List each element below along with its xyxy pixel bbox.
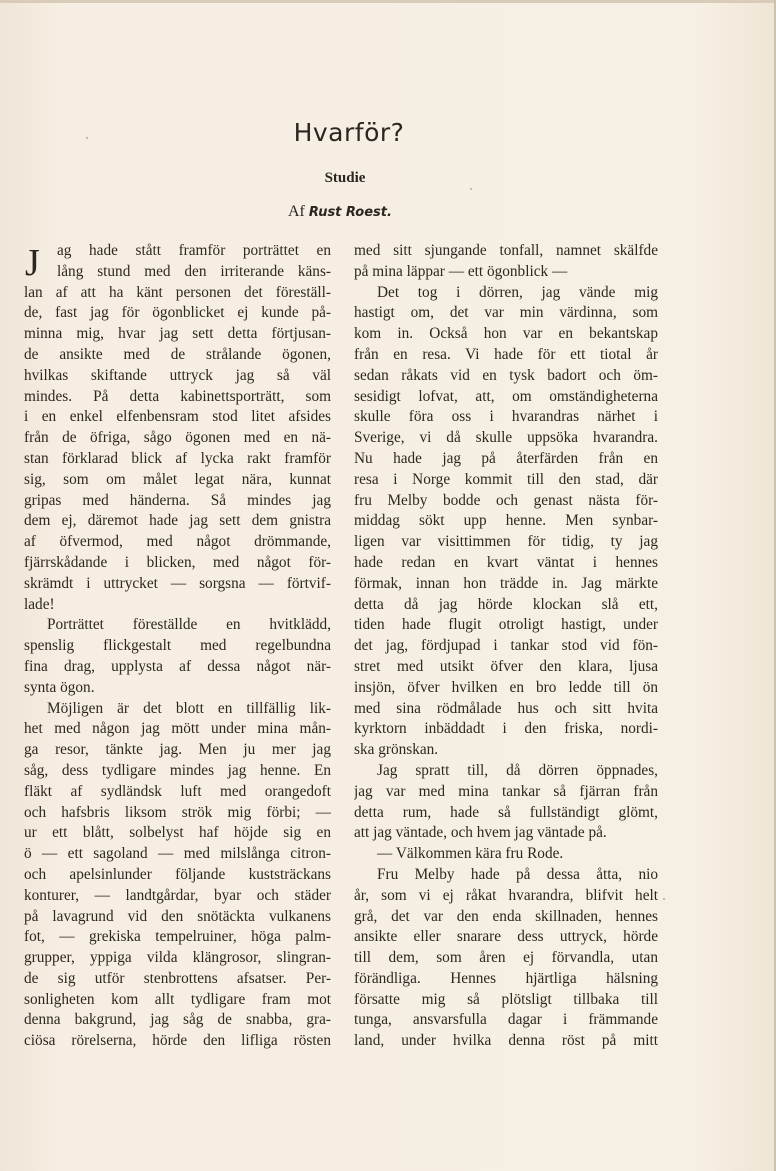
text-line: hvilkas skiftande uttryck jag så väl xyxy=(24,366,331,384)
text-line: lan af att ha känt personen det föreställ- xyxy=(24,283,331,301)
article-subtitle: Studie xyxy=(324,170,366,186)
text-line: skulle föra oss i hvarandras närhet i xyxy=(354,408,658,426)
text-line: ska grönskan. xyxy=(354,741,439,759)
text-line: af öfvermod, med något drömmande, xyxy=(24,533,331,551)
text-line: Nu hade jag på återfärden från en xyxy=(354,449,658,467)
text-line: — Välkommen kära fru Rode. xyxy=(377,845,564,863)
text-line: ag hade stått framför porträttet en xyxy=(57,242,331,259)
text-line: Fru Melby hade på dessa åtta, nio xyxy=(377,865,658,883)
author-name: Rust Roest. xyxy=(308,205,392,220)
text-line: från en resa. Vi hade för ett tiotal år xyxy=(354,345,658,363)
text-line: Sverige, vi då skulle uppsöka hvarandra. xyxy=(354,429,658,447)
text-line: med sina rödmålade hus och sitt hvita xyxy=(354,699,658,717)
text-line: kyrktorn inbäddadt i den friska, nordi- xyxy=(354,720,658,738)
text-line: grå, det var den enda skillnaden, hennes xyxy=(354,907,658,925)
article-byline xyxy=(288,203,428,221)
text-line: tunga, ansvarsfulla dagar i främmande xyxy=(354,1011,658,1029)
text-line: ö — ett sagoland — med milslånga citron- xyxy=(24,845,331,863)
text-line: sedan råkats vid en tysk badort och öm- xyxy=(354,366,658,384)
text-line: lade! xyxy=(24,595,55,613)
text-line: de, fast jag för ögonblicket ej kunde på- xyxy=(24,304,331,322)
text-line: land, under hvilka denna röst på mitt xyxy=(354,1032,658,1050)
text-line: hade redan en kvart väntat i hennes xyxy=(354,553,658,571)
text-line: denna bakgrund, jag såg de snabba, gra- xyxy=(24,1011,331,1029)
text-line: försatte mig så plötsligt tillbaka till xyxy=(354,990,658,1008)
text-line: förmak, innan hon trädde in. Jag märkte xyxy=(354,574,658,592)
text-line: fot, — grekiska tempelruiner, höga palm- xyxy=(24,928,331,946)
page-edge-top xyxy=(0,0,776,3)
text-line: att jag väntade, och hvem jag väntade på. xyxy=(354,824,607,842)
text-line: år, som vi ej råkat hvarandra, blifvit helt xyxy=(354,886,658,904)
text-line: Porträttet föreställde en hvitklädd, xyxy=(47,616,331,634)
text-line: detta då jag hörde klockan slå ett, xyxy=(354,595,658,613)
text-line: ga resor, tänkte jag. Men ju mer jag xyxy=(24,741,331,759)
text-line: detta rum, hade så fullständigt glömt, xyxy=(354,803,658,821)
text-line: och apelsinlunder följande kuststräckans xyxy=(24,865,331,883)
text-line: med sitt sjungande tonfall, namnet skälfde xyxy=(354,242,658,259)
text-line: sonligheten kom allt tydligare fram mot xyxy=(24,990,331,1008)
text-line: hastigt om, det var min värdinna, som xyxy=(354,304,658,322)
text-line: middag sökt upp henne. Men synbar- xyxy=(354,512,658,530)
text-line: grupper, yppiga vilda klängrosor, slingran- xyxy=(24,949,331,967)
text-line: konturer, — landtgårdar, byar och städer xyxy=(24,886,331,904)
text-line: på mina läppar — ett ögonblick — xyxy=(354,262,568,280)
text-line: stan förklarad blick af lycka rakt framför xyxy=(24,449,331,467)
paper-speck xyxy=(470,188,472,190)
text-line: sesidigt lofvat, att, om omständigheterna xyxy=(354,387,658,405)
text-line: lång stund med den irriterande käns- xyxy=(57,262,331,280)
text-line: synta ögon. xyxy=(24,678,95,696)
text-line: resa i Norge kommit till den stad, där xyxy=(354,470,658,488)
text-line: het med någon jag mött under mina mån- xyxy=(24,720,331,738)
byline-prefix: Af xyxy=(288,203,305,220)
left-column xyxy=(24,241,331,1052)
text-line: sig, som om målet legat nära, kunnat xyxy=(24,470,331,488)
text-line: de ansikte med de strålande ögonen, xyxy=(24,345,331,363)
text-line: fläkt af sydländsk luft med orangedoft xyxy=(24,782,331,800)
text-line: spenslig flickgestalt med regelbundna xyxy=(24,637,331,655)
text-line: de sig utför stenbrottens afsatser. Per- xyxy=(24,969,331,987)
text-line: gripas med händerna. Så mindes jag xyxy=(24,491,331,509)
text-line: och hafsbris liksom strök mig förbi; — xyxy=(24,803,331,821)
text-line: till dem, som åren ej förvandla, utan xyxy=(354,949,658,967)
text-line: såg, dess tydligare mindes jag henne. En xyxy=(24,761,331,779)
right-column xyxy=(354,241,658,1052)
text-line: ur ett blått, solbelyst haf höjde sig en xyxy=(24,824,331,842)
text-line: mindes. På detta kabinettsporträtt, som xyxy=(24,387,331,405)
paper-speck xyxy=(663,898,665,900)
text-line: insjön, öfver hvilken en bro ledde till ön xyxy=(354,678,658,696)
text-line: fru Melby bodde och genast nästa för- xyxy=(354,491,658,509)
text-line: kom in. Också hon var en bekantskap xyxy=(354,325,658,343)
text-line: på lavagrund vid den snötäckta vulkanens xyxy=(24,907,331,925)
text-line: fina drag, upplysta af dessa något när- xyxy=(24,657,331,675)
text-line: skrämdt i uttrycket — sorgsna — förtvif- xyxy=(24,574,331,592)
text-line: tiden hade flugit otroligt hastigt, under xyxy=(354,616,658,634)
text-line: Möjligen är det blott en tillfällig lik- xyxy=(47,699,331,717)
text-line: dem ej, däremot hade jag sett dem gnistra xyxy=(24,512,331,530)
article-title: Hvarför? xyxy=(293,118,405,147)
text-line: Det tog i dörren, jag vände mig xyxy=(377,283,658,301)
text-line: Jag spratt till, då dörren öppnades, xyxy=(377,761,658,779)
text-line: fjärrskådande i blicken, med något för- xyxy=(24,553,331,571)
text-line: stret med utsikt öfver den klara, ljusa xyxy=(354,657,658,675)
text-line: minna mig, hvar jag sett detta förtjusan- xyxy=(24,325,331,343)
text-line: ansikte eller snarare dess uttryck, hörde xyxy=(354,928,658,946)
text-line: förändliga. Hennes hjärtliga hälsning xyxy=(354,969,658,987)
text-line: jag var med mina tankar så fjärran från xyxy=(354,782,658,800)
text-line: ciösa rörelserna, hörde den lifliga rösten xyxy=(24,1032,331,1050)
text-line: i en enkel elfenbensram stod litet afsides xyxy=(24,408,331,426)
text-line: det jag, fördjupad i tankar stod vid fön- xyxy=(354,637,658,655)
text-line: ligen var visittimmen för tidig, ty jag xyxy=(354,533,658,551)
drop-cap: J xyxy=(25,242,40,284)
text-line: från de öfriga, sågo ögonen med en nä- xyxy=(24,429,331,447)
